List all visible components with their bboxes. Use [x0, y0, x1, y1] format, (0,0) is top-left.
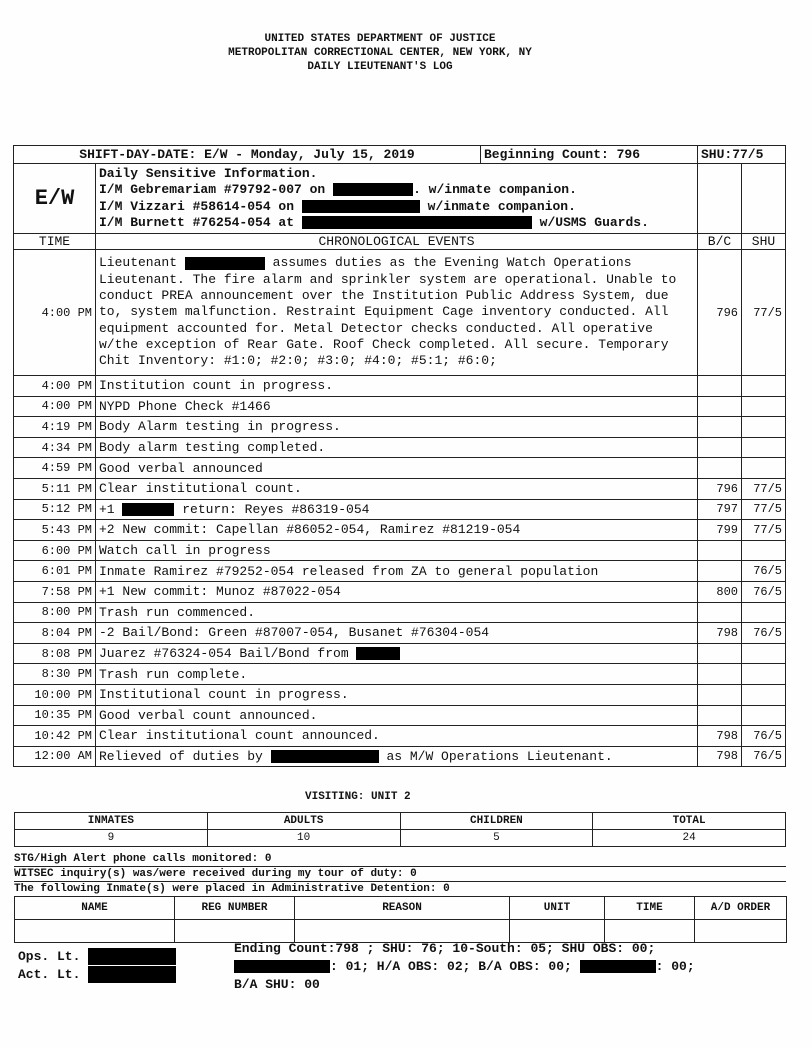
entry-event: Clear institutional count announced. — [96, 726, 698, 747]
entry-bc: 796 — [698, 478, 742, 499]
sensitive-info-row — [14, 164, 786, 234]
table-row — [14, 417, 786, 438]
entry-time: 10:42 PM — [14, 726, 96, 747]
entry-event: Body Alarm testing in progress. — [96, 417, 698, 438]
entry-time: 10:35 PM — [14, 705, 96, 726]
entry-bc: 798 — [698, 746, 742, 767]
visiting-header-adults: ADULTS — [207, 813, 400, 830]
sensitive-line-3: I/M Burnett #76254-054 at w/USMS Guards. — [99, 214, 649, 230]
visiting-values-row — [15, 830, 786, 847]
sensitive-title: Daily Sensitive Information. — [99, 165, 318, 181]
time-header: TIME — [14, 234, 96, 250]
ad-header-reg: REG NUMBER — [175, 897, 295, 920]
table-row — [14, 478, 786, 499]
entry-bc: 797 — [698, 499, 742, 520]
redaction-block — [122, 503, 174, 516]
stg-calls-line: STG/High Alert phone calls monitored: 0 — [14, 852, 786, 867]
table-row — [14, 250, 786, 376]
redaction-block — [234, 960, 330, 973]
ending-line-3: B/A SHU: 00 — [234, 977, 320, 992]
table-row — [14, 705, 786, 726]
visiting-header-total: TOTAL — [593, 813, 786, 830]
ops-lt-line: Ops. Lt. — [18, 948, 176, 966]
entry-time: 6:00 PM — [14, 540, 96, 561]
redaction-block — [88, 948, 176, 965]
entry-event: +1 New commit: Munoz #87022-054 — [96, 581, 698, 602]
agency-title: UNITED STATES DEPARTMENT OF JUSTICE — [264, 33, 496, 45]
shift-day-date: SHIFT-DAY-DATE: E/W - Monday, July 15, 2019 — [14, 146, 481, 164]
ending-line-1: Ending Count:798 ; SHU: 76; 10-South: 05; SHU OBS: 00; — [234, 941, 656, 956]
admin-detention-line: The following Inmate(s) were placed in Administrative Detention: 0 — [14, 882, 786, 897]
ending-line-2: : 01; H/A OBS: 02; B/A OBS: 00; : 00; — [234, 958, 794, 976]
entry-shu — [742, 437, 786, 458]
table-row — [14, 684, 786, 705]
entry-time: 4:19 PM — [14, 417, 96, 438]
shu-count: SHU:77/5 — [698, 146, 786, 164]
entry-bc — [698, 602, 742, 623]
entry-event: Institutional count in progress. — [96, 684, 698, 705]
entry-bc: 799 — [698, 520, 742, 541]
table-row — [14, 540, 786, 561]
entry-event: Relieved of duties by as M/W Operations Lieutenant. — [96, 746, 698, 767]
entry-time: 4:34 PM — [14, 437, 96, 458]
entry-shu: 77/5 — [742, 499, 786, 520]
entry-shu: 76/5 — [742, 726, 786, 747]
table-row — [14, 458, 786, 479]
entry-time: 6:01 PM — [14, 561, 96, 582]
table-row — [14, 561, 786, 582]
entry-shu — [742, 396, 786, 417]
redaction-block — [580, 960, 656, 973]
table-row — [14, 746, 786, 767]
table-row — [14, 664, 786, 685]
column-header-row — [14, 234, 786, 250]
entry-event: Good verbal count announced. — [96, 705, 698, 726]
entry-time: 4:00 PM — [14, 396, 96, 417]
entry-shu — [742, 705, 786, 726]
signature-block — [18, 948, 176, 984]
redaction-block — [88, 966, 176, 983]
entry-bc — [698, 561, 742, 582]
admin-detention-table — [14, 896, 787, 943]
entry-bc — [698, 396, 742, 417]
table-row — [14, 602, 786, 623]
entry-event: Trash run commenced. — [96, 602, 698, 623]
act-lt-line: Act. Lt. — [18, 966, 176, 984]
entry-time: 4:59 PM — [14, 458, 96, 479]
entry-bc — [698, 684, 742, 705]
entries-body — [14, 376, 786, 767]
witsec-line: WITSEC inquiry(s) was/were received during my tour of duty: 0 — [14, 867, 786, 882]
entry-bc: 796 — [698, 250, 742, 376]
ad-header-order: A/D ORDER — [695, 897, 787, 920]
entry-time: 4:00 PM — [14, 376, 96, 397]
entry-time: 8:00 PM — [14, 602, 96, 623]
entry-event: Juarez #76324-054 Bail/Bond from — [96, 643, 698, 664]
sensitive-line-1: I/M Gebremariam #79792-007 on . w/inmate companion. — [99, 182, 577, 198]
table-row — [14, 643, 786, 664]
bc-header: B/C — [698, 234, 742, 250]
entry-event: Inmate Ramirez #79252-054 released from ZA to general population — [96, 561, 698, 582]
visiting-inmates: 9 — [15, 830, 208, 847]
facility-title: METROPOLITAN CORRECTIONAL CENTER, NEW YORK, NY — [228, 47, 532, 59]
entry-event: Good verbal announced — [96, 458, 698, 479]
table-row — [14, 376, 786, 397]
entry-event: Institution count in progress. — [96, 376, 698, 397]
ad-header-row — [15, 897, 787, 920]
shu-header: SHU — [742, 234, 786, 250]
entry-event: +2 New commit: Capellan #86052-054, Ramirez #81219-054 — [96, 520, 698, 541]
entry-bc — [698, 376, 742, 397]
ad-header-time: TIME — [605, 897, 695, 920]
entry-bc — [698, 458, 742, 479]
entry-shu — [742, 664, 786, 685]
entry-shu: 77/5 — [742, 520, 786, 541]
sensitive-line-2: I/M Vizzari #58614-054 on w/inmate companion. — [99, 198, 576, 214]
entry-time: 5:11 PM — [14, 478, 96, 499]
entry-bc — [698, 664, 742, 685]
visiting-title: VISITING: UNIT 2 — [305, 791, 411, 803]
ad-header-name: NAME — [15, 897, 175, 920]
entry-shu: 76/5 — [742, 561, 786, 582]
entry-time: 4:00 PM — [14, 250, 96, 376]
table-row — [14, 623, 786, 644]
entry-shu — [742, 376, 786, 397]
entry-shu: 77/5 — [742, 478, 786, 499]
table-row — [14, 499, 786, 520]
entry-bc — [698, 417, 742, 438]
visiting-children: 5 — [400, 830, 593, 847]
redaction-block — [356, 647, 400, 660]
entry-event: NYPD Phone Check #1466 — [96, 396, 698, 417]
table-row — [14, 581, 786, 602]
entry-event: Trash run complete. — [96, 664, 698, 685]
entry-shu: 77/5 — [742, 250, 786, 376]
entry-bc — [698, 437, 742, 458]
entry-event: Watch call in progress — [96, 540, 698, 561]
entry-bc: 798 — [698, 726, 742, 747]
visiting-header-children: CHILDREN — [400, 813, 593, 830]
visiting-header-row — [15, 813, 786, 830]
entry-event: Body alarm testing completed. — [96, 437, 698, 458]
events-header: CHRONOLOGICAL EVENTS — [96, 234, 698, 250]
entry-shu: 76/5 — [742, 746, 786, 767]
entry-event: -2 Bail/Bond: Green #87007-054, Busanet #76304-054 — [96, 623, 698, 644]
ending-count — [234, 940, 794, 994]
shift-code: E/W — [14, 164, 96, 234]
table-row — [14, 437, 786, 458]
shift-row — [14, 146, 786, 164]
entry-time: 8:30 PM — [14, 664, 96, 685]
sensitive-info — [96, 164, 698, 234]
entry-time: 8:08 PM — [14, 643, 96, 664]
redaction-block — [185, 257, 265, 270]
entry-event: Clear institutional count. — [96, 478, 698, 499]
visiting-table — [14, 812, 786, 847]
entry-shu — [742, 643, 786, 664]
table-row — [14, 396, 786, 417]
redaction-block — [333, 183, 413, 196]
beginning-count: Beginning Count: 796 — [481, 146, 698, 164]
entry-shu — [742, 602, 786, 623]
entry-shu: 76/5 — [742, 623, 786, 644]
entry-shu — [742, 458, 786, 479]
entry-event: +1 return: Reyes #86319-054 — [96, 499, 698, 520]
entry-time: 5:43 PM — [14, 520, 96, 541]
entry-bc — [698, 643, 742, 664]
entry-shu: 76/5 — [742, 581, 786, 602]
entry-bc — [698, 540, 742, 561]
visiting-total: 24 — [593, 830, 786, 847]
entry-time: 7:58 PM — [14, 581, 96, 602]
entry-time: 5:12 PM — [14, 499, 96, 520]
redaction-block — [302, 200, 420, 213]
entry-bc: 800 — [698, 581, 742, 602]
ad-header-unit: UNIT — [510, 897, 605, 920]
log-title: DAILY LIEUTENANT'S LOG — [307, 61, 453, 73]
entry-shu — [742, 684, 786, 705]
entry-time: 10:00 PM — [14, 684, 96, 705]
ad-header-reason: REASON — [295, 897, 510, 920]
redaction-block — [271, 750, 379, 763]
entry-shu — [742, 417, 786, 438]
entry-time: 12:00 AM — [14, 746, 96, 767]
table-row — [14, 726, 786, 747]
entry-bc — [698, 705, 742, 726]
entry-event: Lieutenant assumes duties as the Evening Watch Operations Lieutenant. The fire alarm and sprinkler system are operational. Unable to conduct PREA announcement over the Institution Public Address System, due to, system malfunction. Restraint Equipment Cage inventory conducted. All equipment accounted for. Metal Detector checks conducted. All operative w/the exception of Rear Gate. Roof Check completed. All secure. Temporary Chit Inventory: #1:0; #2:0; #3:0; #4:0; #5:1; #6:0; — [96, 250, 698, 376]
chronological-log-table — [13, 145, 786, 767]
visiting-header-inmates: INMATES — [15, 813, 208, 830]
entry-time: 8:04 PM — [14, 623, 96, 644]
visiting-adults: 10 — [207, 830, 400, 847]
table-row — [14, 520, 786, 541]
entry-bc: 798 — [698, 623, 742, 644]
entry-shu — [742, 540, 786, 561]
redaction-block — [302, 216, 532, 229]
